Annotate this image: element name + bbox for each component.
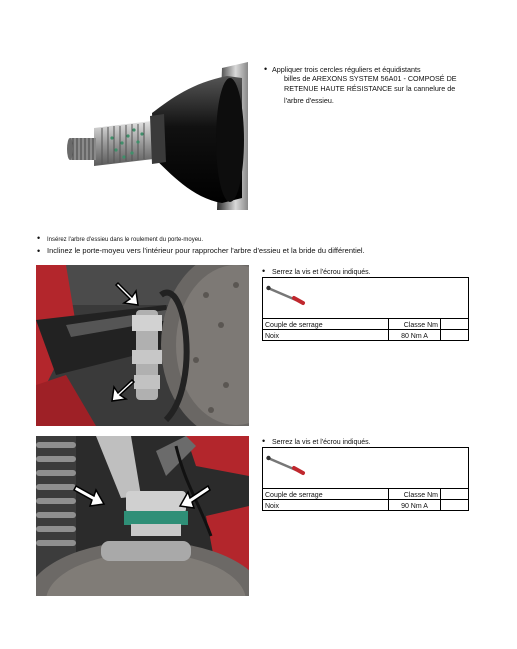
torque2-bullet: • [262,436,266,446]
torque2-header-right: Classe Nm [389,489,441,500]
step1-line3: RETENUE HAUTE RÉSISTANCE sur la cannelure de [284,84,456,93]
step1-line2: billes de AREXONS SYSTEM 56A01 - COMPOSÉ DE [284,74,457,83]
step1-line1: Appliquer trois cercles réguliers et équidistants [272,65,421,74]
torque2-row-extra [441,500,469,511]
hub-carrier-photo-1 [36,265,249,426]
torque1-header-extra [441,319,469,330]
torque2-header-left: Couple de serrage [263,489,389,500]
torque1-bullet: • [262,266,266,276]
torque1-table [262,318,469,341]
step2-text: Insérez l'arbre d'essieu dans le roulement du porte-moyeu. [47,237,204,243]
torque1-instruction: Serrez la vis et l'écrou indiqués. [272,269,371,276]
torque1-header-left: Couple de serrage [263,319,389,330]
hub-carrier-photo-2 [36,436,249,596]
torque2-instruction: Serrez la vis et l'écrou indiqués. [272,439,371,446]
torque2-table [262,488,469,511]
torque1-row-right: 80 Nm A [389,330,441,341]
step1-line4: l'arbre d'essieu. [284,96,334,105]
step2-bullet: • [37,233,41,243]
torque1-row-left: Noix [263,330,389,341]
step1-bullet: • [264,64,268,74]
torque2-wrench-box [262,447,469,489]
torque2-row-left: Noix [263,500,389,511]
torque-wrench-icon [266,285,308,307]
step3-text: Inclinez le porte-moyeu vers l'intérieur pour rapprocher l'arbre d'essieu et la bride du différentiel. [47,246,365,255]
axle-spline-photo [42,58,248,210]
torque-wrench-icon [266,455,308,477]
torque2-row-right: 90 Nm A [389,500,441,511]
torque1-row-extra [441,330,469,341]
torque2-header-extra [441,489,469,500]
step3-bullet: • [37,246,41,256]
torque1-wrench-box [262,277,469,319]
torque1-header-right: Classe Nm [389,319,441,330]
